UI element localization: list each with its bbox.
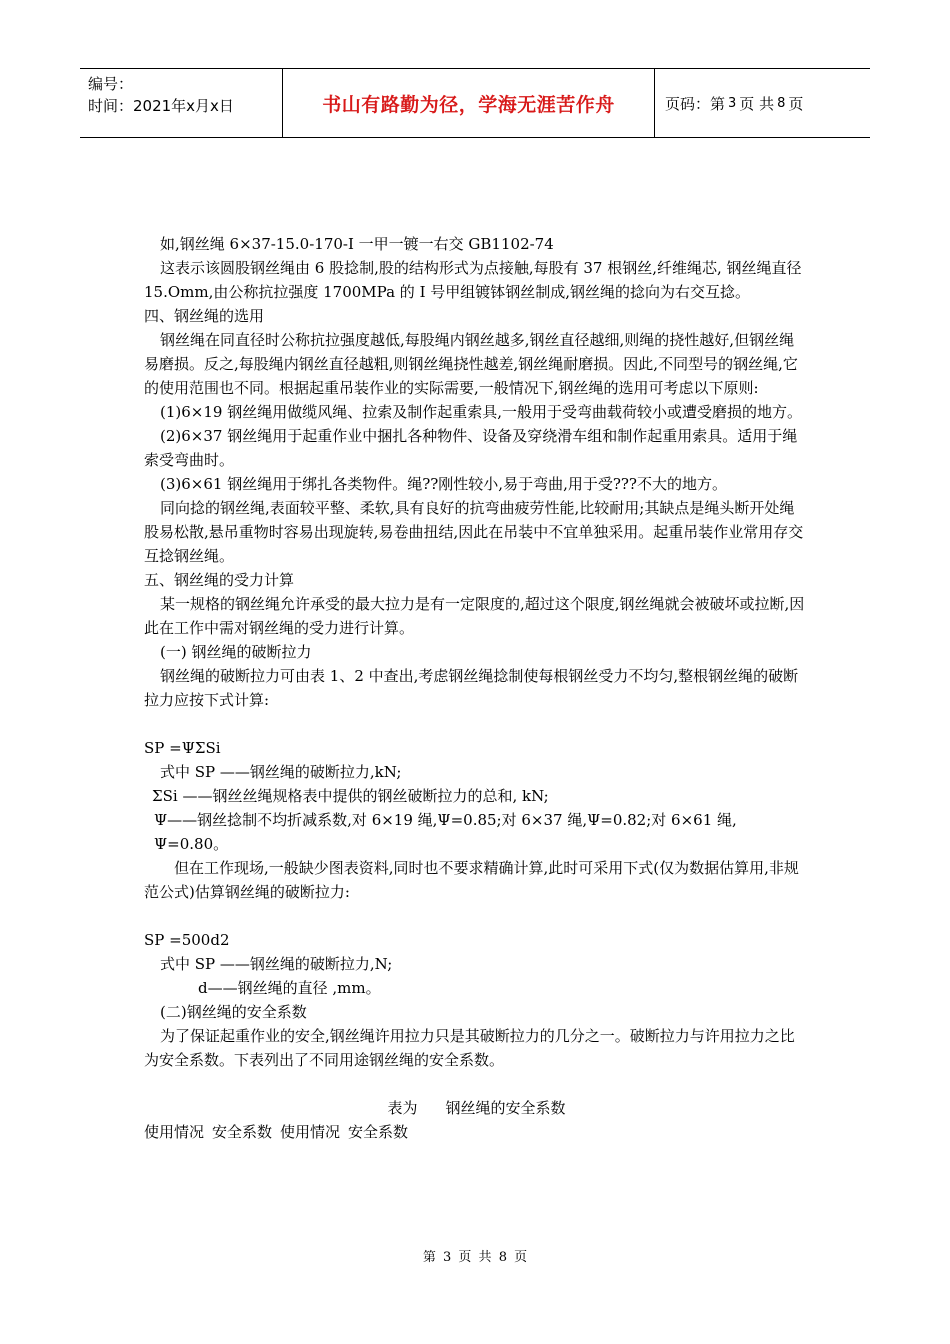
paragraph: 为了保证起重作业的安全,钢丝绳许用拉力只是其破断拉力的几分之一。破断拉力与许用拉力之比为安全系数。下表列出了不同用途钢丝绳的安全系数。 [144, 1027, 795, 1069]
paragraph: 同向捻的钢丝绳,表面较平整、柔软,具有良好的抗弯曲疲劳性能,比较耐用;其缺点是绳头断开处绳股易松散,悬吊重物时容易出现旋转,易卷曲扭结,因此在吊装中不宜单独采用。起重吊装作业常用存交互捻钢丝绳。 [144, 499, 804, 565]
subsection-heading: (二)钢丝绳的安全系数 [160, 1003, 307, 1021]
page-header [80, 68, 870, 138]
paragraph: 如,钢丝绳 6×37-15.0-170-I 一甲一镀一右交 GB1102-74 [160, 235, 554, 253]
table-caption [144, 1096, 809, 1120]
header-meta [80, 69, 283, 137]
table-header-cell: 安全系数 [348, 1123, 409, 1141]
page-total: 8 [777, 95, 786, 111]
page-suffix: 页 [788, 94, 804, 113]
time-label: 时间：2021年x月x日 [88, 97, 234, 115]
paragraph: 某一规格的钢丝绳允许承受的最大拉力是有一定限度的,超过这个限度,钢丝绳就会被破坏或拉断,因此在工作中需对钢丝绳的受力进行计算。 [144, 595, 805, 637]
table-caption-prefix: 表为 [387, 1099, 418, 1117]
formula: SP =ΨΣSi [144, 739, 221, 757]
formula-note: 式中 SP ——钢丝绳的破断拉力,N; [160, 955, 393, 973]
number-label: 编号： [88, 75, 134, 93]
table-header-row [144, 1120, 809, 1144]
header-motto: 书山有路勤为径，学海无涯苦作舟 [283, 69, 655, 137]
paragraph: 但在工作现场,一般缺少图表资料,同时也不要求精确计算,此时可采用下式(仅为数据估算用,非规范公式)估算钢丝绳的破断拉力: [144, 859, 799, 901]
page-prefix: 页码：第 [665, 94, 726, 113]
spacer [144, 712, 809, 736]
paragraph: (3)6×61 钢丝绳用于绑扎各类物件。绳??刚性较小,易于弯曲,用于受???不大的地方。 [160, 475, 727, 493]
table-header-cell: 使用情况 [144, 1123, 205, 1141]
formula: SP =500d2 [144, 931, 230, 949]
formula-note: 式中 SP ——钢丝绳的破断拉力,kN; [160, 763, 402, 781]
paragraph: (1)6×19 钢丝绳用做缆风绳、拉索及制作起重索具,一般用于受弯曲载荷较小或遭受磨损的地方。 [160, 403, 802, 421]
header-page-info [655, 69, 870, 137]
formula-note: Ψ——钢丝捻制不均折减系数,对 6×19 绳,Ψ=0.85;对 6×37 绳,Ψ=0.82;对 6×61 绳, Ψ=0.80。 [154, 811, 737, 853]
table-header-cell: 使用情况 [280, 1123, 341, 1141]
paragraph: (2)6×37 钢丝绳用于起重作业中捆扎各种物件、设备及穿绕滑车组和制作起重用索具。适用于绳索受弯曲时。 [144, 427, 798, 469]
page-footer: 第 3 页 共 8 页 [422, 1250, 528, 1265]
section-heading: 五、钢丝绳的受力计算 [144, 571, 295, 589]
paragraph: 这表示该圆股钢丝绳由 6 股捻制,股的结构形式为点接触,每股有 37 根钢丝,纤维绳芯, 钢丝绳直径 15.Omm,由公称抗拉强度 1700MPa 的 I 号甲组镀钵钢丝制成,钢丝绳的捻向为右交互捻。 [144, 259, 802, 301]
spacer [144, 1072, 809, 1096]
document-body [144, 232, 809, 1144]
table-caption-title: 钢丝绳的安全系数 [445, 1099, 566, 1117]
page-mid: 页 共 [739, 94, 775, 113]
formula-note: ΣSi ——钢丝丝绳规格表中提供的钢丝破断拉力的总和, kN; [152, 787, 549, 805]
formula-note: d——钢丝绳的直径 ,mm。 [198, 979, 381, 997]
section-heading: 四、钢丝绳的选用 [144, 307, 265, 325]
page-current: 3 [728, 95, 737, 111]
paragraph: 钢丝绳的破断拉力可由表 1、2 中查出,考虑钢丝绳捻制使每根钢丝受力不均匀,整根钢丝绳的破断拉力应按下式计算: [144, 667, 799, 709]
table-header-cell: 安全系数 [212, 1123, 273, 1141]
paragraph: 钢丝绳在同直径时公称抗拉强度越低,每股绳内钢丝越多,钢丝直径越细,则绳的挠性越好,但钢丝绳易磨损。反之,每股绳内钢丝直径越粗,则钢丝绳挠性越差,钢丝绳耐磨损。因此,不同型号的钢丝绳,它的使用范围也不同。根据起重吊装作业的实际需要,一般情况下,钢丝绳的选用可考虑以下原则: [144, 331, 798, 397]
subsection-heading: (一) 钢丝绳的破断拉力 [160, 643, 312, 661]
spacer [144, 904, 809, 928]
